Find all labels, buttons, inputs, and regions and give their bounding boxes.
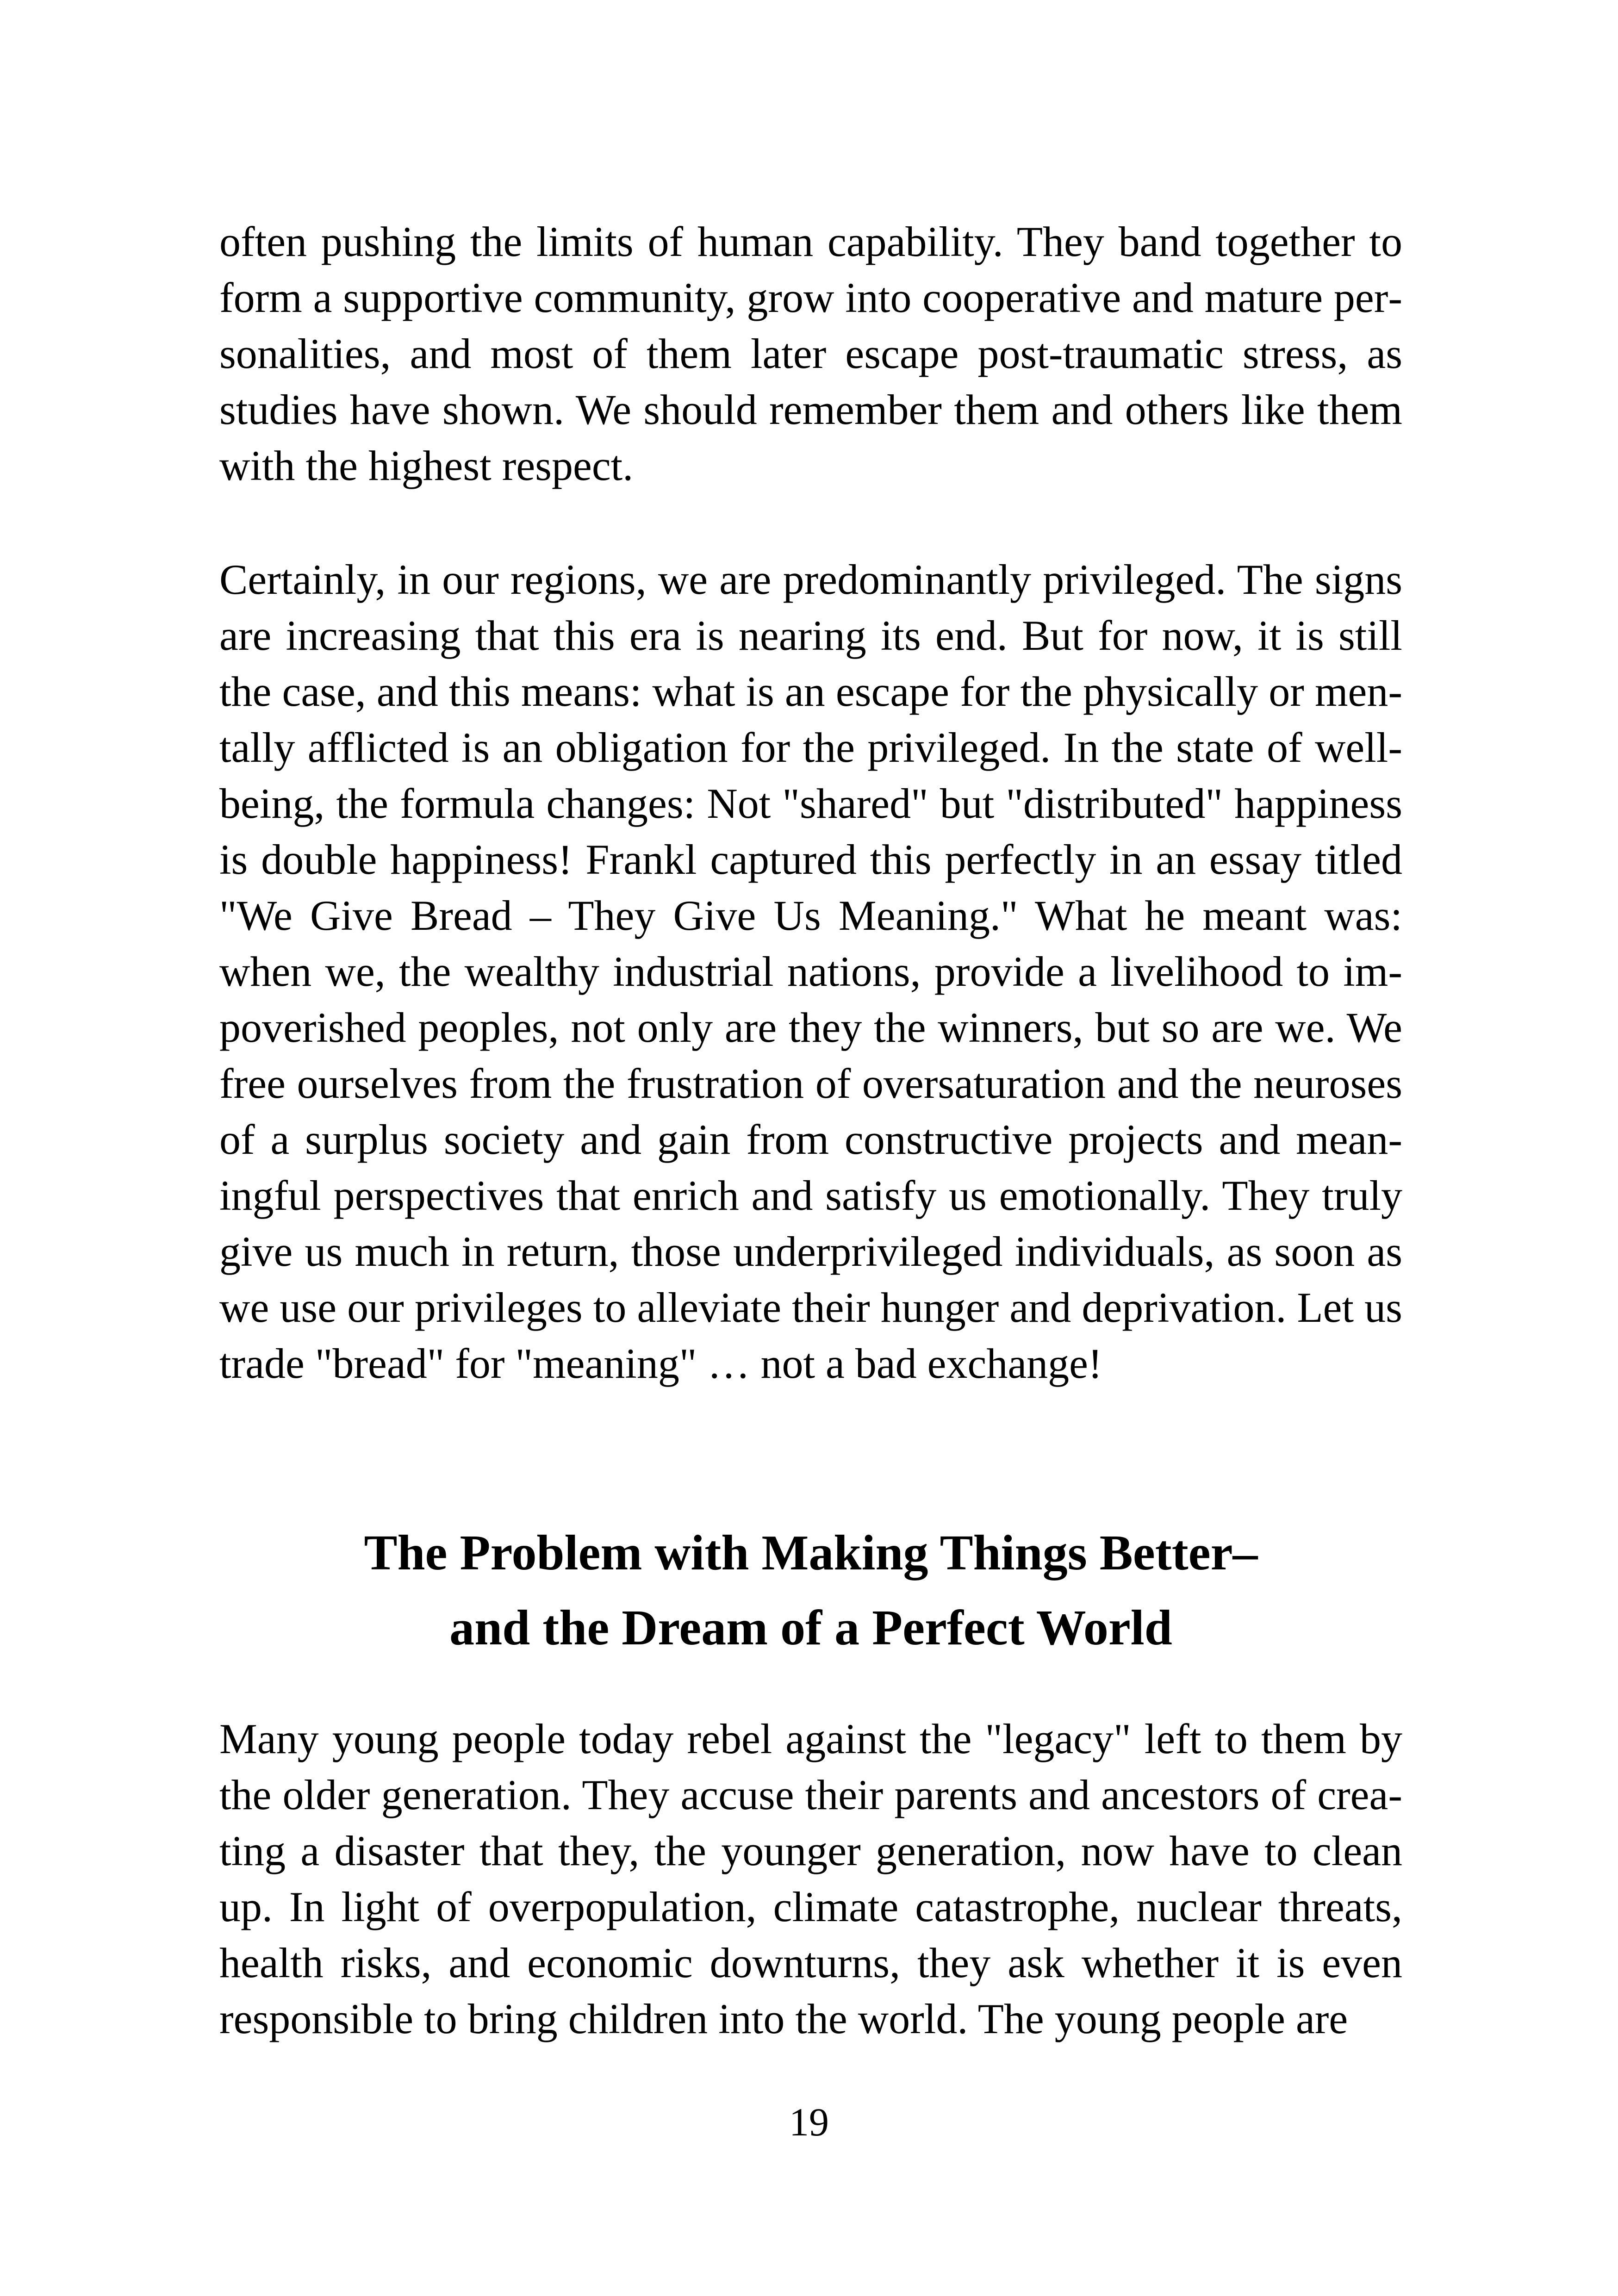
section-heading-line-1: The Problem with Making Things Better– (364, 1525, 1258, 1580)
paragraph-2-container (219, 552, 1402, 1392)
section-heading (219, 1516, 1402, 1666)
paragraph-3: Many young people today rebel against the "legacy" left to them by the older generation. They accuse their parents and ancestors of creating a disaster that they, the younger generation, now have to clean up. In light of overpopulation, climate catastrophe, nuclear threats, health risks, and economic downturns, they ask whether it is even responsible to bring children into the world. The young people are (219, 1715, 1402, 2042)
paragraph-2: Certainly, in our regions, we are predominantly privileged. The signs are increasing that this era is nearing its end. But for now, it is still the case, and this means: what is an escape for the physically or mentally afflicted is an obligation for the privileged. In the state of well-being, the formula changes: Not "shared" but "distributed" happiness is double happiness! Frankl captured this perfectly in an essay titled "We Give Bread – They Give Us Meaning." What he meant was: when we, the wealthy industrial nations, provide a livelihood to impoverished peoples, not only are they the winners, but so are we. We free ourselves from the frustration of oversaturation and the neuroses of a surplus society and gain from constructive projects and meaningful perspectives that enrich and satisfy us emotionally. They truly give us much in return, those underprivileged individuals, as soon as we use our privileges to alleviate their hunger and deprivation. Let us trade "bread" for "meaning" … not a bad exchange! (219, 556, 1402, 1387)
section-heading-line-2: and the Dream of a Perfect World (449, 1600, 1172, 1655)
page-number: 19 (789, 2100, 829, 2144)
paragraph-3-container (219, 1711, 1402, 2047)
paragraph-1-container (219, 214, 1402, 494)
paragraph-1: often pushing the limits of human capability. They band together to form a supportive community, grow into cooperative and mature personalities, and most of them later escape post-traumatic stress, as studies have shown. We should remember them and others like them with the highest respect. (219, 218, 1402, 489)
